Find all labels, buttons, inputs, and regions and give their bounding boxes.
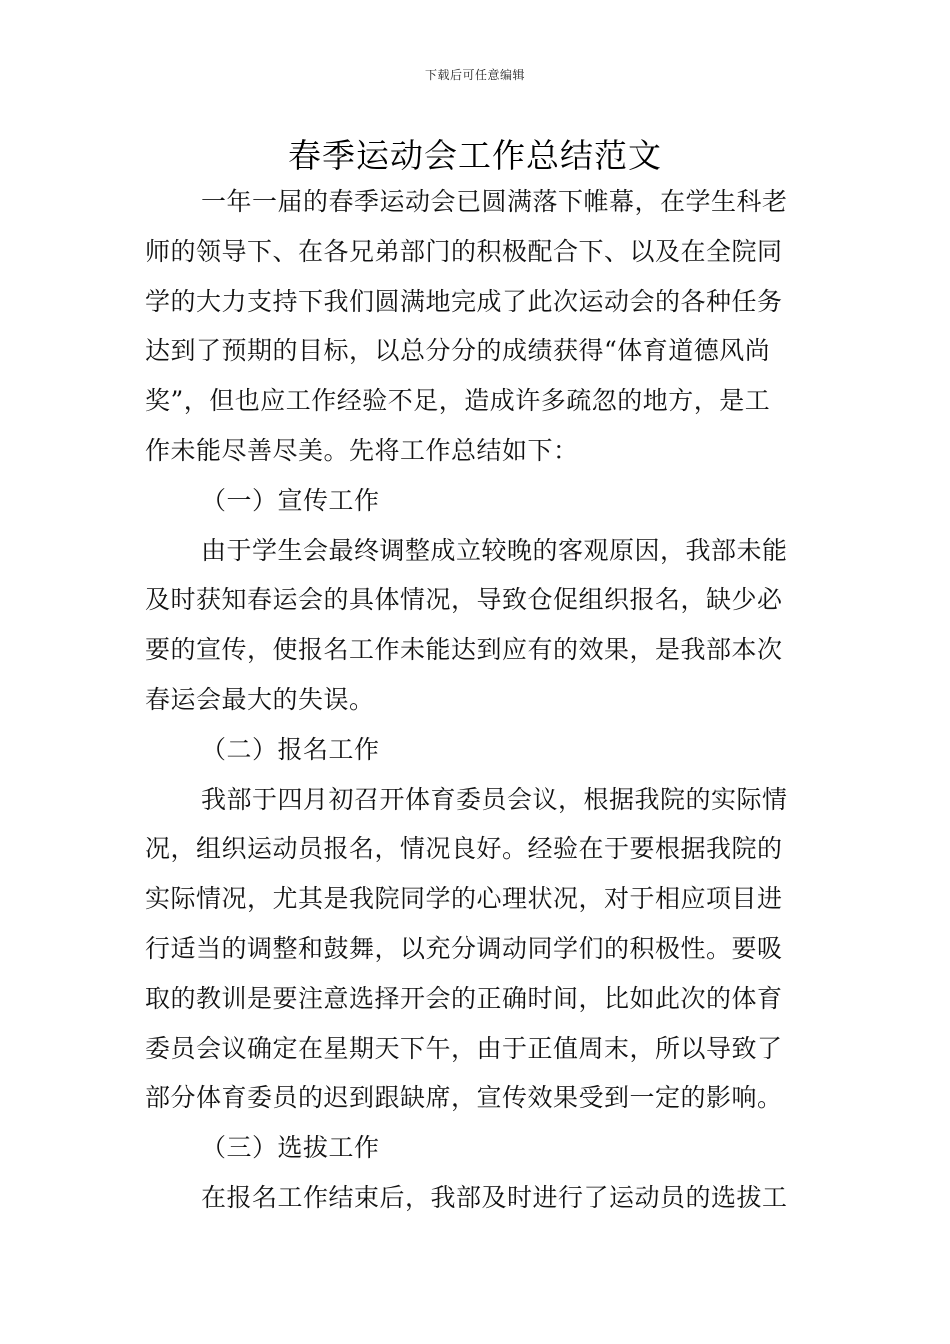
text-line: 作未能尽善尽美。先将工作总结如下： [145,435,579,465]
text-line: 师的领导下、在各兄弟部门的积极配合下、以及在全院同 [145,236,783,266]
body-text [145,177,810,1223]
text-line: 实际情况，尤其是我院同学的心理状况，对于相应项目进 [145,884,783,914]
text-line: 奖”，但也应工作经验不足，造成许多疏忽的地方，是工 [145,386,771,416]
text-line: 况，组织运动员报名，情况良好。经验在于要根据我院的 [145,834,783,864]
text-line: 取的教训是要注意选择开会的正确时间，比如此次的体育 [145,983,783,1013]
text-line: 及时获知春运会的具体情况，导致仓促组织报名，缺少必 [145,585,783,615]
text-line: （一）宣传工作 [201,485,380,515]
text-line: 要的宣传，使报名工作未能达到应有的效果，是我部本次 [145,635,783,665]
text-line: 一年一届的春季运动会已圆满落下帷幕，在学生科老 [201,187,788,216]
text-line: 由于学生会最终调整成立较晚的客观原因，我部未能 [201,535,788,565]
text-line: 部分体育委员的迟到跟缺席，宣传效果受到一定的影响。 [145,1083,783,1113]
text-line: 我部于四月初召开体育委员会议，根据我院的实际情 [201,784,788,814]
text-line: 达到了预期的目标，以总分分的成绩获得“体育道德风尚 [145,336,771,366]
text-line: （三）选拔工作 [201,1133,380,1163]
text-line: 在报名工作结束后，我部及时进行了运动员的选拔工 [201,1182,788,1212]
header-note: 下载后可任意编辑 [424,68,525,82]
page-title: 春季运动会工作总结范文 [288,136,662,175]
text-line: 委员会议确定在星期天下午，由于正值周末，所以导致了 [145,1033,783,1063]
text-line: 春运会最大的失误。 [145,684,375,714]
text-line: （二）报名工作 [201,734,380,764]
text-line: 行适当的调整和鼓舞，以充分调动同学们的积极性。要吸 [145,933,783,963]
text-line: 学的大力支持下我们圆满地完成了此次运动会的各种任务 [145,286,783,316]
